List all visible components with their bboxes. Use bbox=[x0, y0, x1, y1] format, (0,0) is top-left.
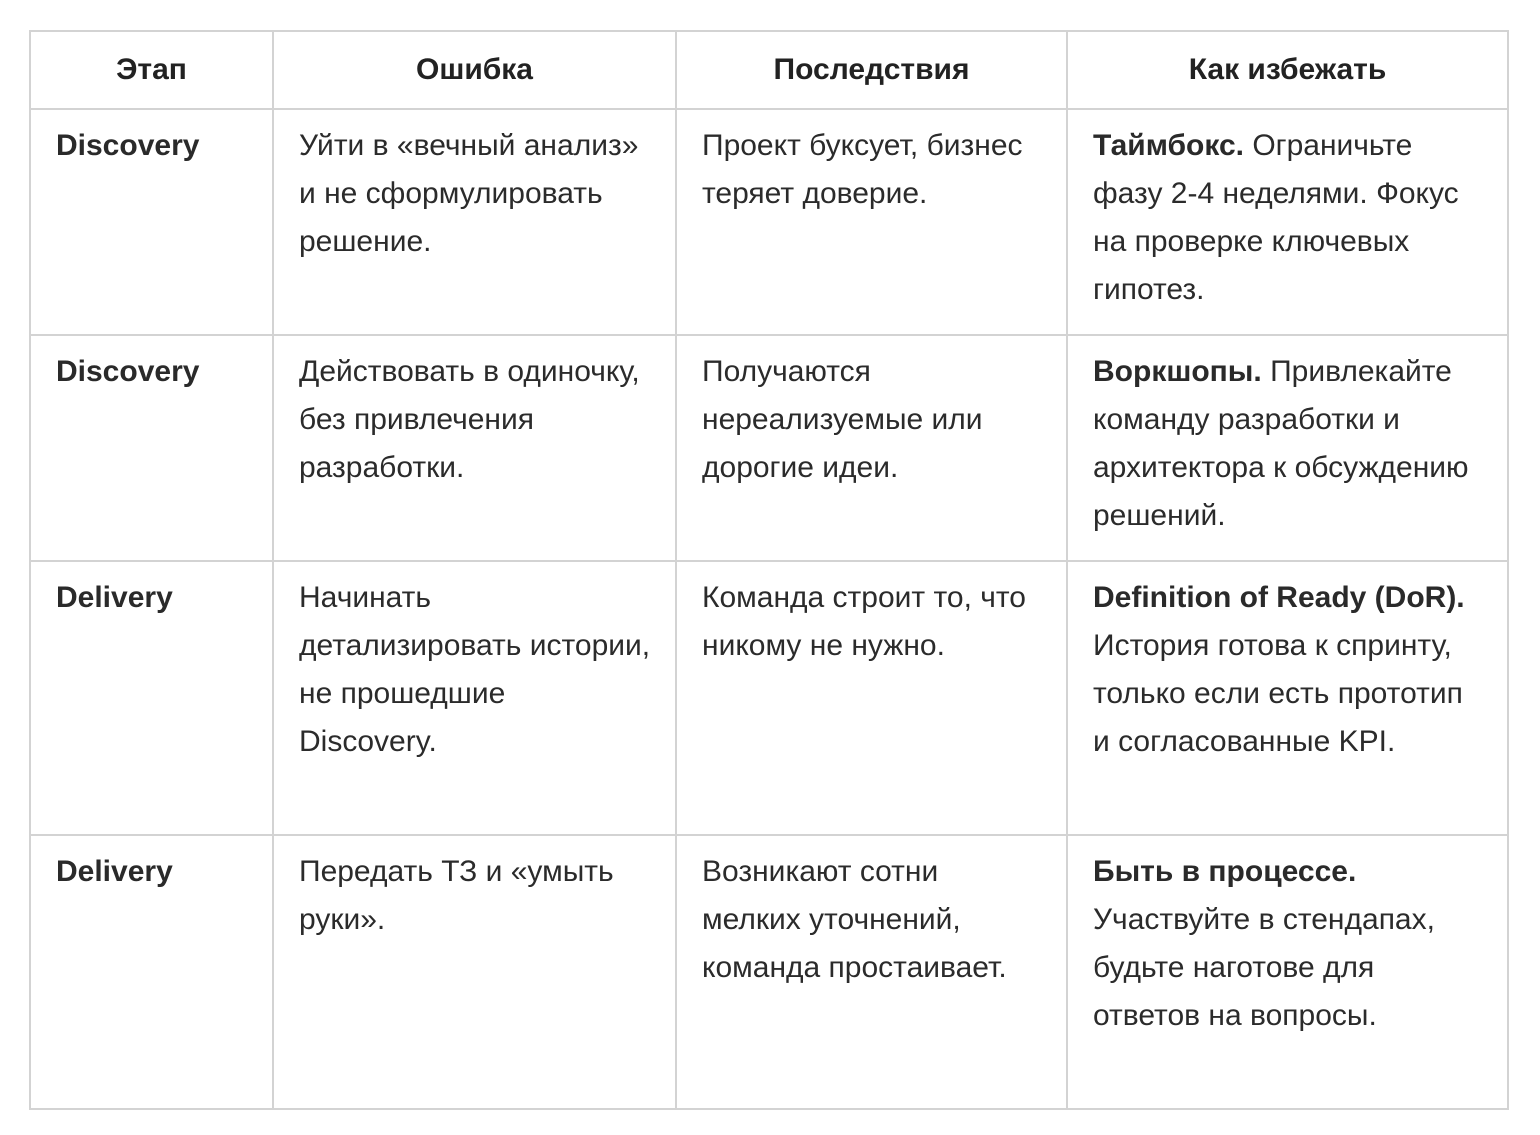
header-error: Ошибка bbox=[273, 31, 676, 109]
cell-consequence: Получаются нереализуемые или дорогие идеи. bbox=[676, 335, 1067, 561]
table-header-row bbox=[30, 31, 1508, 109]
cell-stage: Delivery bbox=[30, 835, 273, 1109]
avoid-lead: Таймбокс. bbox=[1093, 129, 1244, 162]
avoid-text: Участвуйте в стендапах, будьте наготове для ответов на вопросы. bbox=[1093, 903, 1435, 1032]
cell-stage: Discovery bbox=[30, 335, 273, 561]
avoid-text: История готова к спринту, только если есть прототип и согласованные KPI. bbox=[1093, 629, 1463, 758]
cell-error: Действовать в одиночку, без привлечения разработки. bbox=[273, 335, 676, 561]
avoid-lead: Быть в процессе. bbox=[1093, 855, 1357, 888]
cell-error: Уйти в «вечный анализ» и не сформулировать решение. bbox=[273, 109, 676, 335]
cell-consequence: Возникают сотни мелких уточнений, команда простаивает. bbox=[676, 835, 1067, 1109]
avoid-lead: Definition of Ready (DoR). bbox=[1093, 581, 1465, 614]
table-row bbox=[30, 561, 1508, 835]
cell-avoid bbox=[1067, 835, 1508, 1109]
avoid-text: Ограничьте фазу 2-4 неделями. Фокус на проверке ключевых гипотез. bbox=[1093, 129, 1459, 306]
cell-avoid bbox=[1067, 335, 1508, 561]
cell-avoid bbox=[1067, 109, 1508, 335]
mistakes-table bbox=[29, 30, 1509, 1110]
table-row bbox=[30, 109, 1508, 335]
cell-avoid bbox=[1067, 561, 1508, 835]
header-consequence: Последствия bbox=[676, 31, 1067, 109]
comparison-table-container bbox=[29, 30, 1507, 1110]
header-avoid: Как избежать bbox=[1067, 31, 1508, 109]
header-stage: Этап bbox=[30, 31, 273, 109]
cell-error: Передать ТЗ и «умыть руки». bbox=[273, 835, 676, 1109]
table-row bbox=[30, 835, 1508, 1109]
cell-stage: Discovery bbox=[30, 109, 273, 335]
cell-consequence: Проект буксует, бизнес теряет доверие. bbox=[676, 109, 1067, 335]
cell-stage: Delivery bbox=[30, 561, 273, 835]
cell-error: Начинать детализировать истории, не прошедшие Discovery. bbox=[273, 561, 676, 835]
avoid-lead: Воркшопы. bbox=[1093, 355, 1262, 388]
avoid-text: Привлекайте команду разработки и архитектора к обсуждению решений. bbox=[1093, 355, 1469, 532]
cell-consequence: Команда строит то, что никому не нужно. bbox=[676, 561, 1067, 835]
table-row bbox=[30, 335, 1508, 561]
